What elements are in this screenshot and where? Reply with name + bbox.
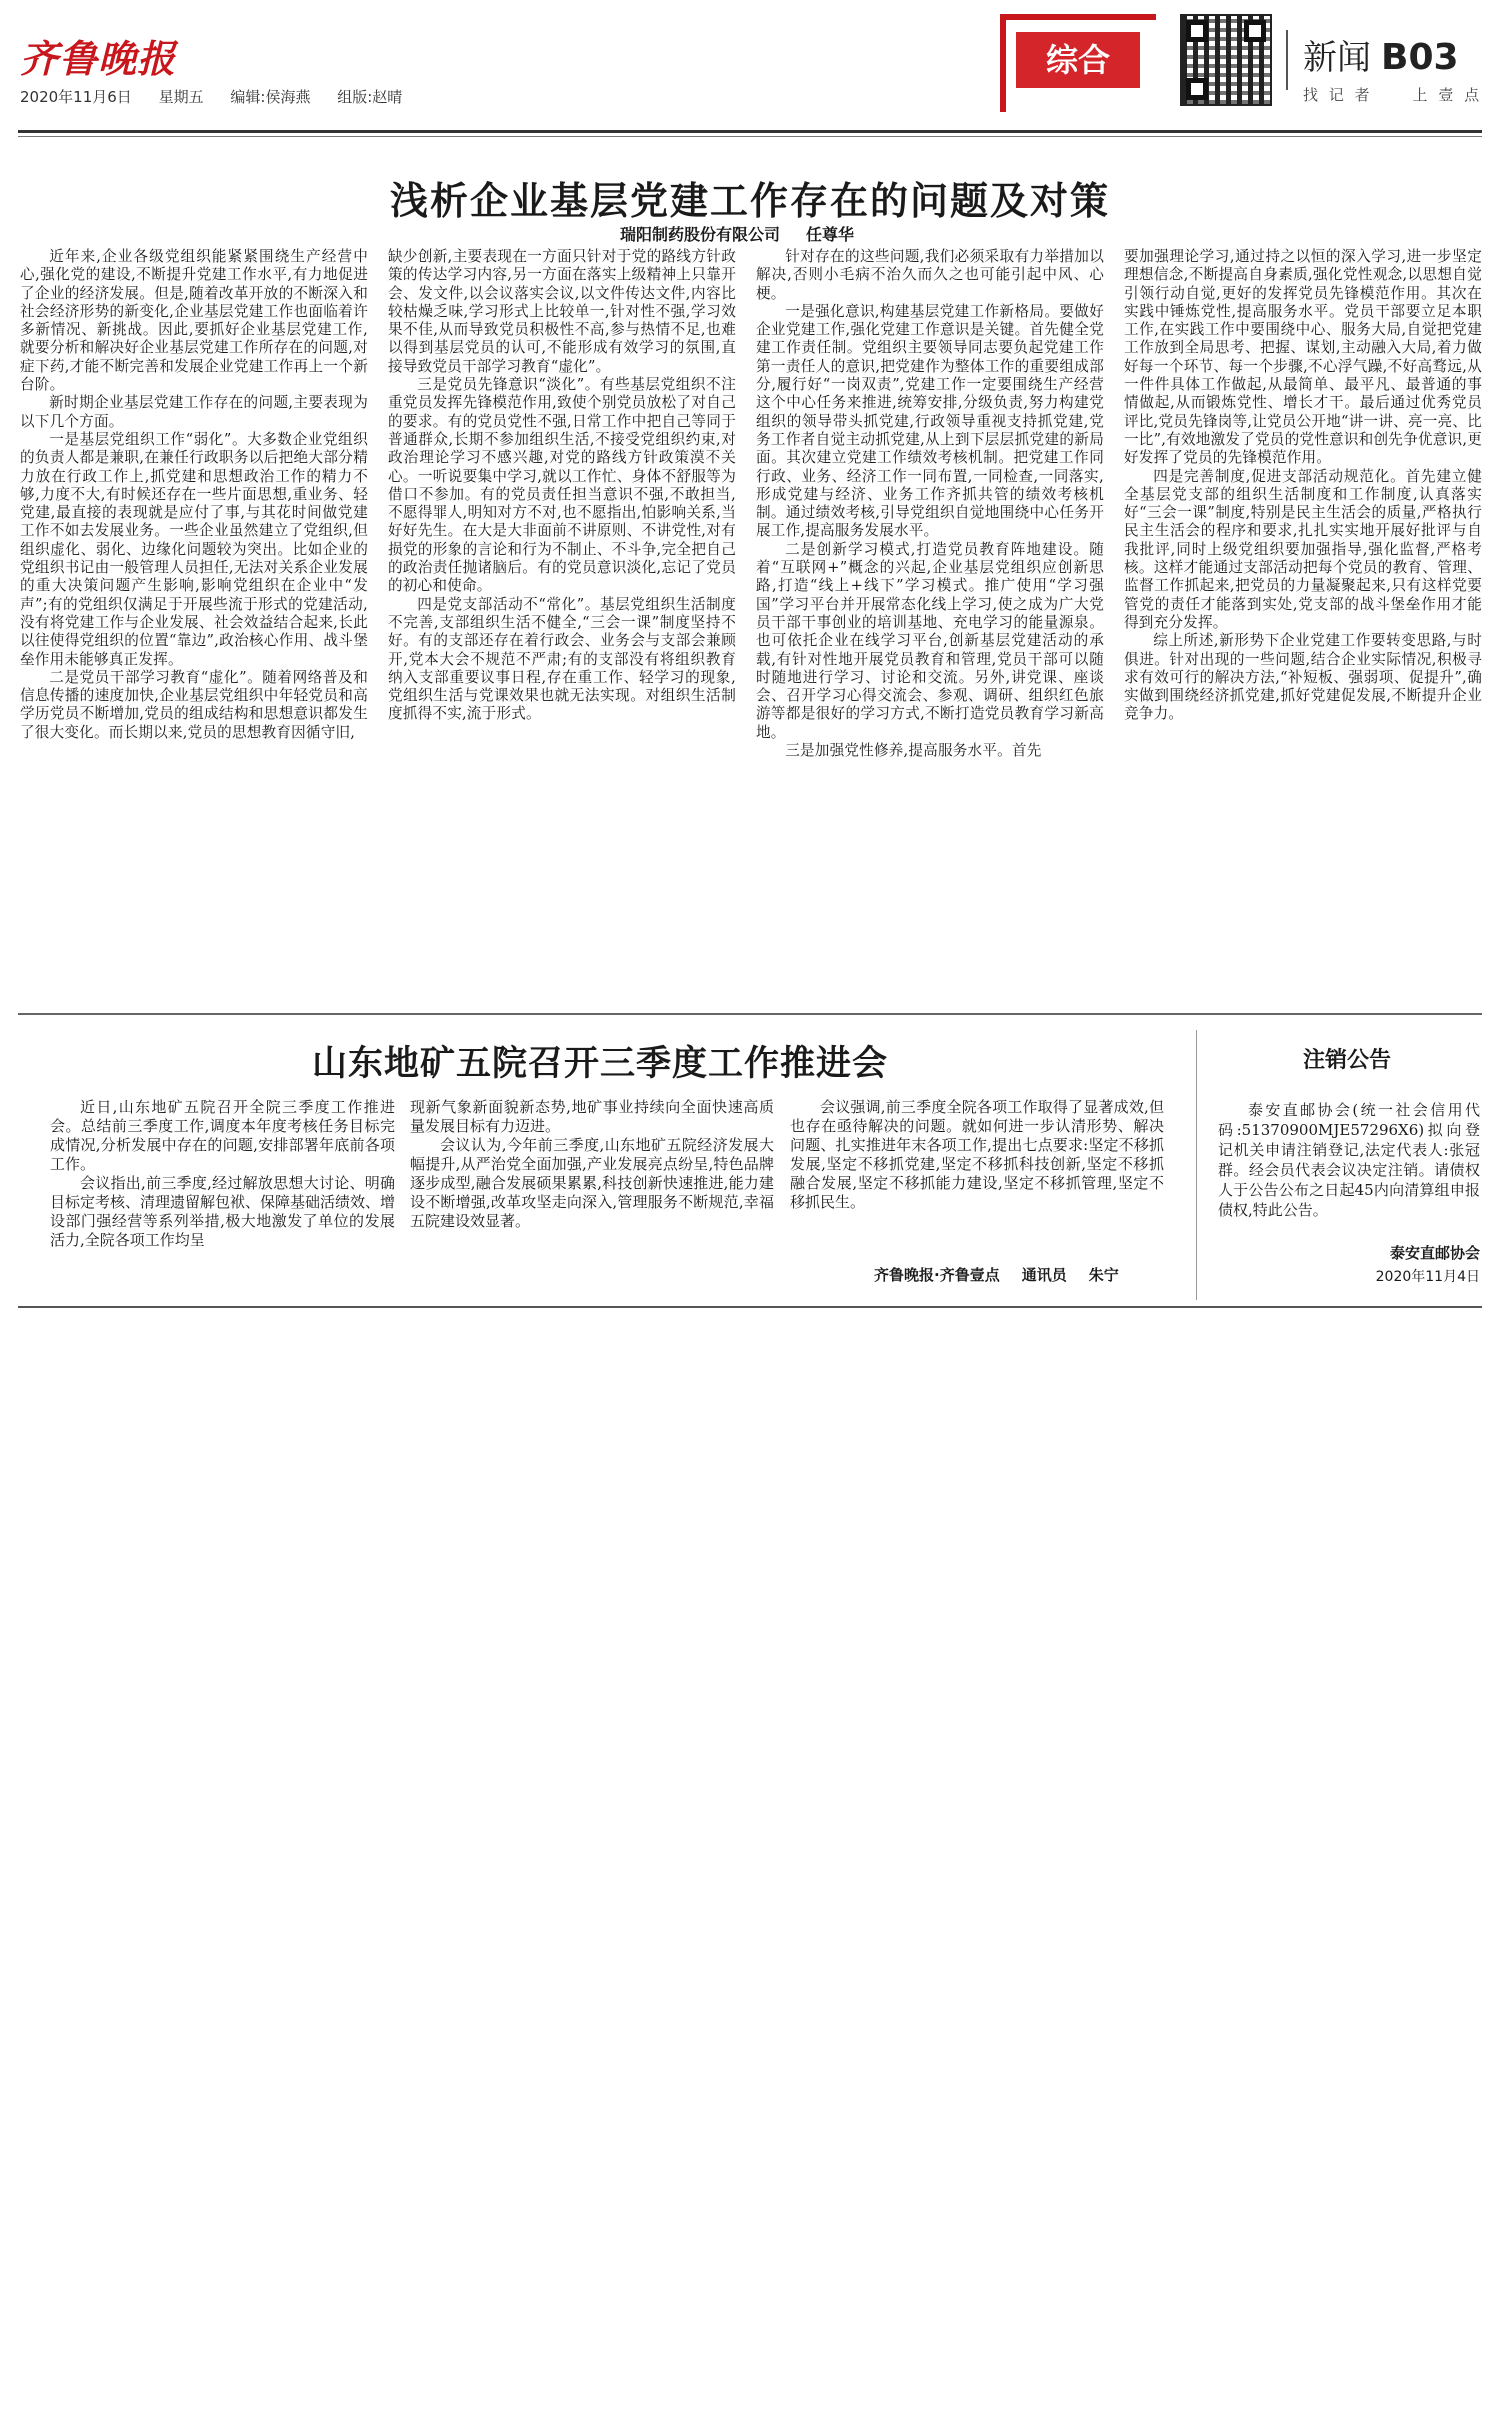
article-column-1 (20, 248, 368, 742)
paragraph: 三是党员先锋意识“淡化”。有些基层党组织不注重党员发挥先锋模范作用,致使个别党员放松了对自己的要求。有的党员党性不强,日常工作中把自己等同于普通群众,长期不参加组织生活,不接受党组织约束,对政治理论学习不感兴趣,对党的路线方针政策漠不关心。一听说要集中学习,就以工作忙、身体不舒服等为借口不参加。有的党员责任担当意识不强,不敢担当,不愿得罪人,明知对方不对,也不愿指出,怕影响关系,当好好先生。在大是大非面前不讲原则、不讲党性,对有损党的形象的言论和行为不制止、不斗争,完全把自己的政治责任抛诸脑后。有的党员意识淡化,忘记了党员的初心和使命。 (388, 376, 736, 595)
paragraph: 二是创新学习模式,打造党员教育阵地建设。随着“互联网+”概念的兴起,企业基层党组织应创新思路,打造“线上+线下”学习模式。推广使用“学习强国”学习平台并开展常态化线上学习,使之成为广大党员干部干事创业的培训基地、充电学习的能量源泉。也可依托企业在线学习平台,创新基层党建活动的承载,有针对性地开展党员教育和管理,党员干部可以随时随地进行学习、讨论和交流。另外,讲党课、座谈会、召开学习心得交流会、参观、调研、组织红色旅游等都是很好的学习方式,不断打造党员教育学习新高地。 (756, 540, 1104, 741)
page-category: 新闻 (1303, 38, 1371, 78)
paragraph: 一是强化意识,构建基层党建工作新格局。要做好企业党建工作,强化党建工作意识是关键。首先健全党建工作责任制。党组织主要领导同志要负起党建工作第一责任人的意识,把党建作为整体工作的重要组成部分,履行好“一岗双责”,党建工作一定要围绕生产经营这个中心任务来推进,统筹安排,分级负责,努力构建党组织的领导带头抓党建,行政领导重视支持抓党建,党务工作者自觉主动抓党建,从上到下层层抓党建的新局面。其次建立党建工作绩效考核机制。把党建工作同行政、业务、经济工作一同布置,一同检查,一同落实,形成党建与经济、业务工作齐抓共管的绩效考核机制。通过绩效考核,引导党组织自觉地围绕中心任务开展工作,提高服务发展水平。 (756, 302, 1104, 540)
reporter-hint-left: 找 记 者 (1303, 86, 1373, 104)
article-column-2 (388, 248, 736, 724)
issue-weekday: 星期五 (158, 88, 204, 106)
header-rule (18, 130, 1482, 133)
paragraph: 一是基层党组织工作“弱化”。大多数企业党组织的负责人都是兼职,在兼任行政职务以后把绝大部分精力放在行政工作上,抓党建和思想政治工作的精力不够,力度不大,有时候还存在一些片面思想,重业务、轻党建,最直接的表现就是应付了事,与其花时间做党建工作不如去发展业务。一些企业虽然建立了党组织,但组织虚化、弱化、边缘化问题较为突出。比如企业的党组织书记由一般管理人员担任,无法对关系企业发展的重大决策问题产生影响,影响党组织在企业中“发声”;有的党组织仅满足于开展些流于形式的党建活动,没有将党建工作与企业发展、社会效益结合起来,长此以往使得党组织的位置“靠边”,政治核心作用、战斗堡垒作用未能够真正发挥。 (20, 430, 368, 668)
bottom-rule (18, 1306, 1482, 1308)
article2-column-1 (50, 1098, 395, 1250)
paragraph: 四是党支部活动不“常化”。基层党组织生活制度不完善,支部组织生活不健全,“三会一课”制度坚持不好。有的支部还存在着行政会、业务会与支部会兼顾开,党本大会不规范不严肃;有的支部没有将组织教育纳入支部重要议事日程,存在重工作、轻学习的现象,党组织生活与党课效果也就无法实现。对组织生活制度抓得不实,流于形式。 (388, 595, 736, 723)
paragraph: 新时期企业基层党建工作存在的问题,主要表现为以下几个方面。 (20, 394, 368, 430)
credit-name: 朱宁 (1088, 1266, 1119, 1284)
article-column-4 (1124, 248, 1482, 724)
paragraph: 会议指出,前三季度,经过解放思想大讨论、明确目标定考核、清理遗留解包袱、保障基础活绩效、增设部门强经营等系列举措,极大地激发了单位的发展活力,全院各项工作均呈 (50, 1174, 396, 1249)
qr-finder-icon (1244, 20, 1266, 42)
notice-body (1218, 1100, 1480, 1220)
editor-credit: 编辑:侯海燕 (230, 88, 311, 106)
article2-column-3 (790, 1098, 1164, 1212)
section-tab: 综合 (1016, 32, 1140, 88)
paragraph: 四是完善制度,促进支部活动规范化。首先建立健全基层党支部的组织生活制度和工作制度,认真落实好“三会一课”制度,特别是民主生活会的质量,严格执行民主生活会的程序和要求,扎扎实实地开展好批评与自我批评,同时上级党组织要加强指导,强化监督,严格考核。这样才能通过支部活动把每个党员的教育、管理、监督工作抓起来,把党员的力量凝聚起来,只有这样党要管党的责任才能落到实处,党支部的战斗堡垒作用才能得到充分发挥。 (1124, 467, 1482, 631)
header-divider (1286, 30, 1288, 90)
article2-headline: 山东地矿五院召开三季度工作推进会 (311, 1044, 888, 1084)
page-label (1303, 30, 1459, 79)
issue-date: 2020年11月6日 (20, 88, 132, 106)
notice-paragraph: 泰安直邮协会(统一社会信用代码:51370900MJE57296X6)拟向登记机关申请注销登记,法定代表人:张冠群。经会员代表会议决定注销。请债权人于公告公布之日起45内向清算组申报债权,特此公告。 (1218, 1101, 1480, 1219)
section-divider (18, 1013, 1482, 1015)
paragraph: 三是加强党性修养,提高服务水平。首先 (785, 742, 1042, 760)
paragraph: 要加强理论学习,通过持之以恒的深入学习,进一步坚定理想信念,不断提高自身素质,强化党性观念,以思想自觉引领行动自觉,更好的发挥党员先锋模范作用。其次在实践中锤炼党性,提高服务水平。党员干部要立足本职工作,在实践工作中要围绕中心、服务大局,自觉把党建工作放到全局思考、把握、谋划,主动融入大局,着力做好每一个环节、每一个步骤,不心浮气躁,不好高骛远,从一件件具体工作做起,从最简单、最平凡、最普通的事情做起,从而锻炼党性、增长才干。最后通过优秀党员评比,党员先锋岗等,让党员公开地“讲一讲、亮一亮、比一比”,有效地激发了党员的党性意识和创先争优意识,更好发挥了党员的先锋模范作用。 (1124, 248, 1482, 467)
issue-meta (20, 86, 424, 107)
byline-org: 瑞阳制药股份有限公司 (620, 225, 781, 244)
paragraph: 会议强调,前三季度全院各项工作取得了显著成效,但也存在亟待解决的问题。就如何进一步认清形势、解决问题、扎实推进年末各项工作,提出七点要求:坚定不移抓发展,坚定不移抓党建,坚定不移抓科技创新,坚定不移抓融合发展,坚定不移抓能力建设,坚定不移抓管理,坚定不移抓民生。 (790, 1098, 1164, 1211)
masthead-logo: 齐鲁晚报 (20, 36, 177, 81)
notice-date: 2020年11月4日 (1375, 1269, 1480, 1285)
reporter-hint (1303, 84, 1482, 105)
qr-finder-icon (1186, 78, 1208, 100)
article2-column-2 (410, 1098, 774, 1231)
paragraph: 近年来,企业各级党组织能紧紧围绕生产经营中心,强化党的建设,不断提升党建工作水平,有力地促进了企业的经济发展。但是,随着改革开放的不断深入和社会经济形势的新变化,企业基层党建工作也面临着许多新情况、新挑战。因此,要抓好企业基层党建工作,就要分析和解决好企业基层党建工作所存在的问题,对症下药,才能不断完善和发展企业党建工作再上一个新台阶。 (20, 248, 368, 394)
paragraph: 缺少创新,主要表现在一方面只针对于党的路线方针政策的传达学习内容,另一方面在落实上级精神上只靠开会、发文件,以会议落实会议,以文件传达文件,内容比较枯燥乏味,学习形式上比较单一,针对性不强,学习效果不佳,从而导致党员积极性不高,参与热情不足,也难以得到基层党员的认可,不能形成有效学习的氛围,直接导致党员干部学习教育“虚化”。 (388, 248, 736, 375)
paragraph: 二是党员干部学习教育“虚化”。随着网络普及和信息传播的速度加快,企业基层党组织中年轻党员和高学历党员不断增加,党员的组成结构和思想意识都发生了很大变化。而长期以来,党员的思想教育因循守旧, (20, 668, 368, 741)
paragraph: 现新气象新面貌新态势,地矿事业持续向全面快速高质量发展目标有力迈进。 (410, 1098, 774, 1135)
article2-credit (874, 1264, 1119, 1285)
article-headline: 浅析企业基层党建工作存在的问题及对策 (389, 179, 1110, 223)
qr-finder-icon (1186, 20, 1208, 42)
paragraph: 针对存在的这些问题,我们必须采取有力举措加以解决,否则小毛病不治久而久之也可能引起中风、心梗。 (756, 248, 1104, 302)
byline-author: 任尊华 (806, 225, 855, 244)
reporter-hint-right: 上 壹 点 (1412, 86, 1483, 104)
qr-code-icon[interactable] (1180, 14, 1272, 106)
notice-title: 注销公告 (1302, 1048, 1391, 1073)
paragraph: 综上所述,新形势下企业党建工作要转变思路,与时俱进。针对出现的一些问题,结合企业实际情况,积极寻求有效可行的解决方法,“补短板、强弱项、促提升”,确实做到围绕经济抓党建,抓好党建促发展,不断提升企业竞争力。 (1124, 632, 1482, 723)
paragraph: 近日,山东地矿五院召开全院三季度工作推进会。总结前三季度工作,调度本年度考核任务目标完成情况,分析发展中存在的问题,安排部署年底前各项工作。 (50, 1098, 395, 1173)
credit-role: 通讯员 (1021, 1266, 1067, 1284)
credit-source: 齐鲁晚报·齐鲁壹点 (874, 1266, 1000, 1284)
layout-credit: 组版:赵晴 (337, 88, 403, 106)
paragraph: 会议认为,今年前三季度,山东地矿五院经济发展大幅提升,从严治党全面加强,产业发展亮点纷呈,特色品牌逐步成型,融合发展硕果累累,科技创新快速推进,能力建设不断增强,改革攻坚走向深入,管理服务不断规范,幸福五院建设效显著。 (410, 1136, 774, 1230)
header-rule-thin (18, 136, 1482, 137)
article-byline (620, 222, 854, 245)
notice-signer: 泰安直邮协会 (1389, 1244, 1480, 1262)
article-column-3 (756, 248, 1104, 760)
notice-divider (1196, 1030, 1197, 1300)
page-number: B03 (1381, 37, 1459, 78)
